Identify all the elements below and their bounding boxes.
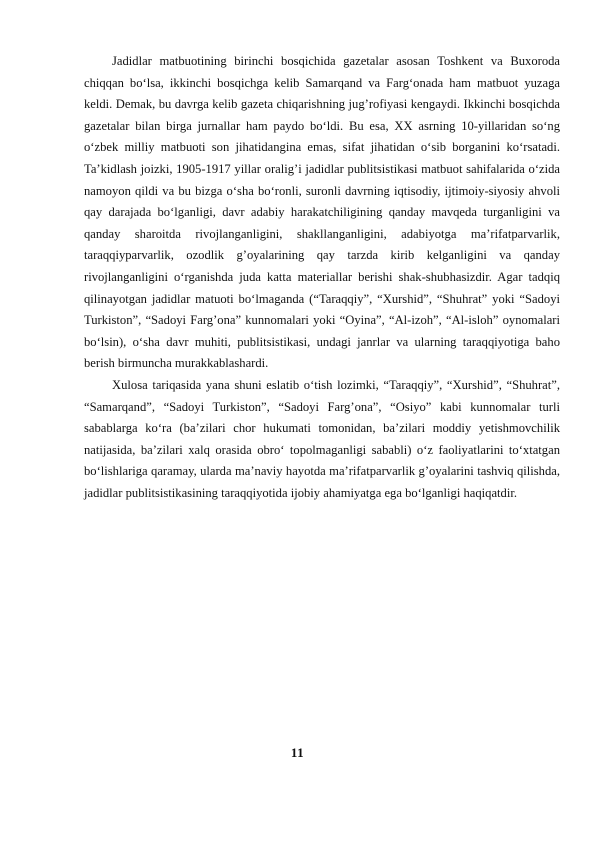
page-number: 11 <box>290 745 305 760</box>
body-text <box>84 51 560 504</box>
paragraph-2: Xulosa tariqasida yana shuni eslatib o‘tish lozimki, “Taraqqiy”, “Xurshid”, “Shuhrat”, “Samarqand”, “Sadoyi Turkiston”, “Sadoyi Farg’ona”, “Osiyo” kabi kunnomalar turli sabablarga ko‘ra (ba’zilari chor hukumati tomonidan, ba’zilari moddiy yetishmovchilik natijasida, ba’zilari xalq orasida obro‘ topolmaganligi sababli) o‘z faoliyatlarini to‘xtatgan bo‘lishlariga qaramay, ularda ma’naviy hayotda ma’rifatparvarlik g’oyalarini tashviq qilishda, jadidlar publitsistikasining taraqqiyotida ijobiy ahamiyatga ega bo‘lganligi haqiqatdir. <box>84 377 560 500</box>
paragraph-1: Jadidlar matbuotining birinchi bosqichida gazetalar asosan Toshkent va Buxoroda chiqqan bo‘lsa, ikkinchi bosqichga kelib Samarqand va Farg‘onada ham matbuot yuzaga keldi. Demak, bu davrga kelib gazeta chiqarishning jug’rofiyasi kengaydi. Ikkinchi bosqichda gazetalar bilan birga jurnallar ham paydo bo‘ldi. Bu esa, XX asrning 10-yillaridan so‘ng o‘zbek milliy matbuoti son jihatidangina emas, sifat jihatidan o‘sib borganini ko‘rsatadi. Ta’kidlash joizki, 1905-1917 yillar oralig’i jadidlar publitsistikasi matbuot sahifalarida o‘zida namoyon qildi va bu bizga o‘sha bo‘ronli, suronli davrning iqtisodiy, ijtimoiy-siyosiy ahvoli qay darajada bo‘lganligi, davr adabiy harakatchiligining qanday mavqeda turganligini va qanday sharoitda rivojlanganligini, shakllanganligini, adabiyotga ma’rifatparvarlik, taraqqiyparvarlik, ozodlik g’oyalarining qay tarzda kirib kelganligini va qanday rivojlanganligini o‘rganishda juda katta materiallar berishi shak-shubhasizdir. Agar tadqiq qilinayotgan jadidlar matuoti bo‘lmaganda (“Taraqqiy”, “Xurshid”, “Shuhrat” yoki “Sadoyi Turkiston”, “Sadoyi Farg’ona” kunnomalari yoki “Oyina”, “Al-izoh”, “Al-isloh” oynomalari bo‘lsin), o‘sha davr muhiti, publitsistikasi, undagi janrlar va ularning taraqqiyotiga baho berish birmuncha murakkablashardi. <box>84 54 560 371</box>
